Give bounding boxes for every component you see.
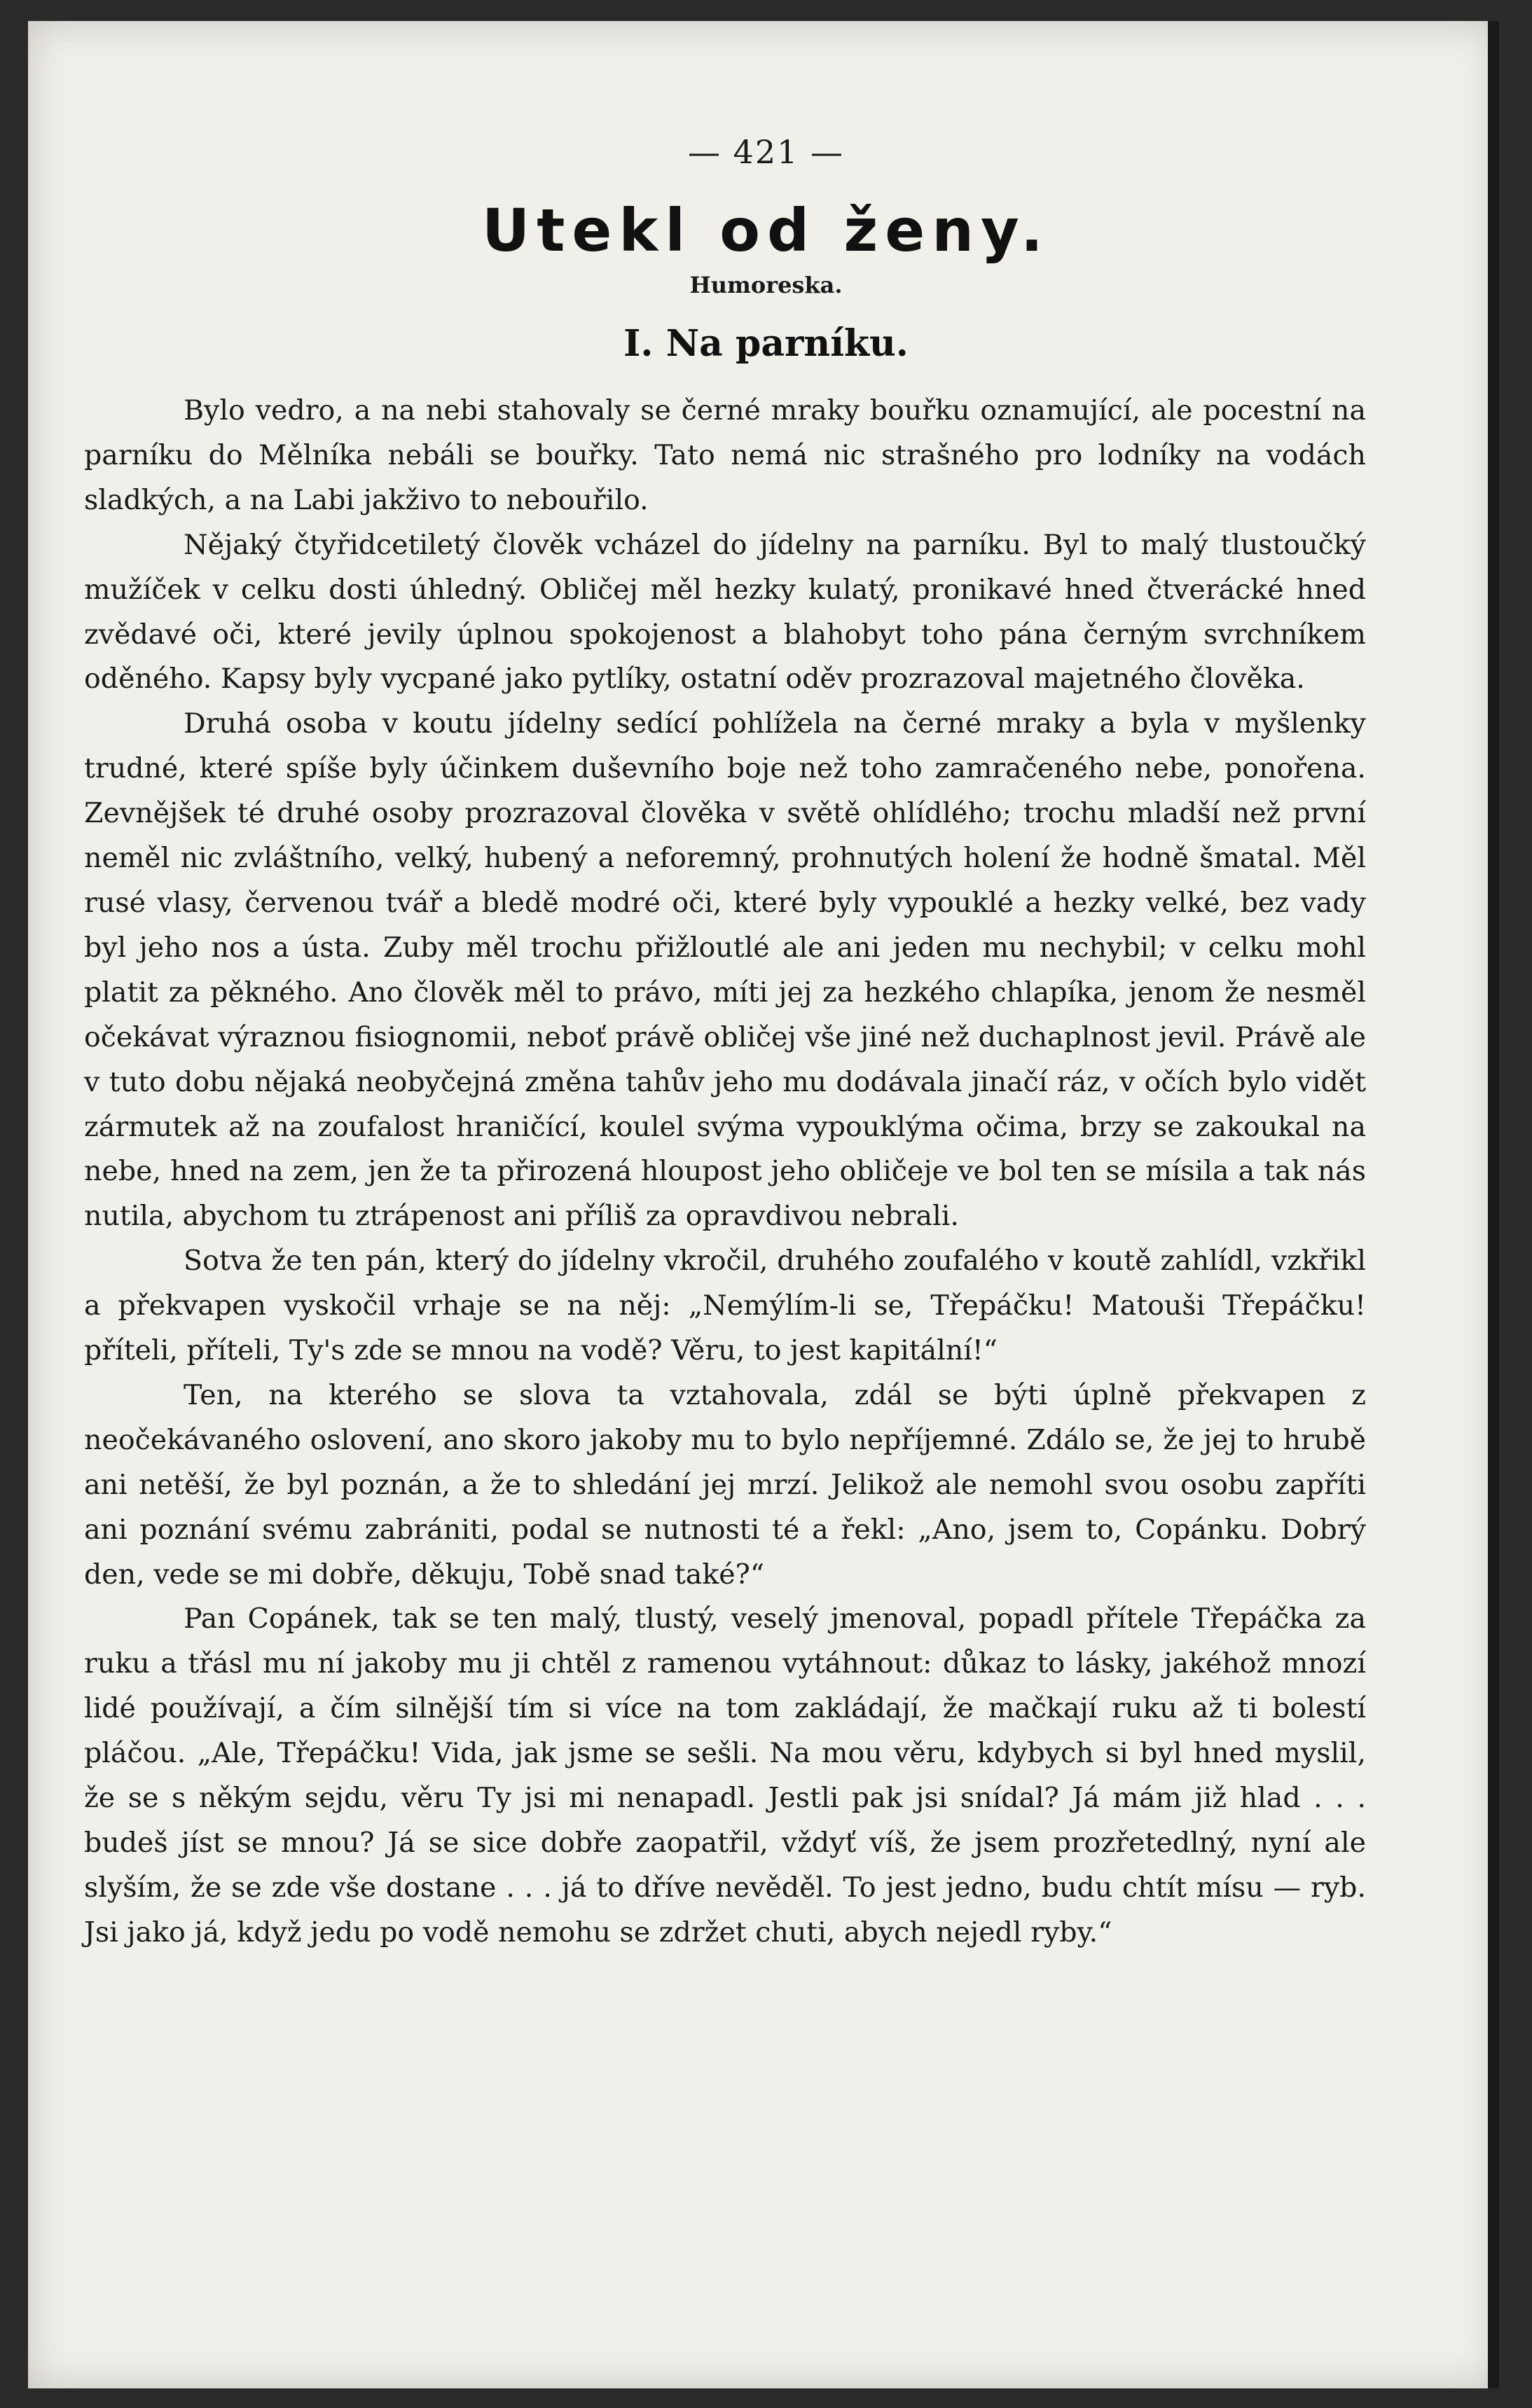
chapter-heading: I. Na parníku. <box>623 322 909 365</box>
article-title: Utekl od ženy. <box>482 196 1050 265</box>
paragraph-3: Druhá osoba v koutu jídelny sedící pohlížela na černé mraky a byla v myšlenky trudné, které spíše byly účinkem duševního boje než toho zamračeného nebe, ponořena. Zevnějšek té druhé osoby prozrazoval člověka v světě ohlídlého; trochu mladší než první neměl nic zvláštního, velký, hubený a neforemný, prohnutých holení že hodně šmatal. Měl rusé vlasy, červenou tvář a bledě modré oči, které byly vypouklé a hezky velké, bez vady byl jeho nos a ústa. Zuby měl trochu přižloutlé ale ani jeden mu nechybil; v celku mohl platit za pěkného. Ano člověk měl to právo, míti jej za hezkého chlapíka, jenom že nesměl očekávat výraznou fisiognomii, neboť právě obličej vše jiné než duchaplnost jevil. Právě ale v tuto dobu nějaká neobyčejná změna tahův jeho mu dodávala jinačí ráz, v očích bylo vidět zármutek až na zoufalost hraničící, koulel svýma vypouklýma očima, brzy se zakoukal na nebe, hned na zem, jen že ta přirozená hloupost jeho obličeje ve bol ten se mísila a tak nás nutila, abychom tu ztrápenost ani příliš za opravdivou nebrali. <box>84 707 1366 1233</box>
article-subtitle: Humoreska. <box>689 272 843 298</box>
paragraph-6: Pan Copánek, tak se ten malý, tlustý, veselý jmenoval, popadl přítele Třepáčka za ruku a třásl mu ní jakoby mu ji chtěl z ramenou vytáhnout: důkaz to lásky, jakéhož mnozí lidé používají, a čím silnější tím si více na tom zakládají, že mačkají ruku až ti bolestí pláčou. „Ale, Třepáčku! Vida, jak jsme se sešli. Na mou věru, kdybych si byl hned myslil, že se s někým sejdu, věru Ty jsi mi nenapadl. Jestli pak jsi snídal? Já mám již hlad . . . budeš jíst se mnou? Já se sice dobře zaopatřil, vždyť víš, že jsem prozřetedlný, nyní ale slyším, že se zde vše dostane . . . já to dříve nevěděl. To jest jedno, budu chtít mísu — ryb. Jsi jako já, když jedu po vodě nemohu se zdržet chuti, abych nejedl ryby.“ <box>84 1603 1366 1949</box>
paragraph-1: Bylo vedro, a na nebi stahovaly se černé mraky bouřku oznamující, ale pocestní na parníku do Mělníka nebáli se bouřky. Tato nemá nic strašného pro lodníky na vodách sladkých, a na Labi jakživo to nebouřilo. <box>84 394 1366 516</box>
paragraph-2: Nějaký čtyřidcetiletý člověk vcházel do jídelny na parníku. Byl to malý tlustoučký mužíček v celku dosti úhledný. Obličej měl hezky kulatý, pronikavé hned čtverácké hned zvědavé oči, které jevily úplnou spokojenost a blahobyt toho pána černým svrchníkem oděného. Kapsy byly vycpané jako pytlíky, ostatní oděv prozrazoval majetného člověka. <box>84 528 1366 696</box>
paragraph-5: Ten, na kterého se slova ta vztahovala, zdál se býti úplně překvapen z neočekávaného oslovení, ano skoro jakoby mu to bylo nepříjemné. Zdálo se, že jej to hrubě ani netěší, že byl poznán, a že to shledání jej mrzí. Jelikož ale nemohl svou osobu zapříti ani poznání svému zabrániti, podal se nutnosti té a řekl: „Ano, jsem to, Copánku. Dobrý den, vede se mi dobře, děkuju, Tobě snad také?“ <box>84 1378 1366 1591</box>
paragraph-4: Sotva že ten pán, který do jídelny vkročil, druhého zoufalého v koutě zahlídl, vzkřikl a překvapen vyskočil vrhaje se na něj: „Nemýlím-li se, Třepáčku! Matouši Třepáčku! příteli, příteli, Ty's zde se mnou na vodě? Věru, to jest kapitální!“ <box>84 1245 1366 1367</box>
body-text <box>84 389 1366 1956</box>
page-number: — 421 — <box>687 133 845 171</box>
